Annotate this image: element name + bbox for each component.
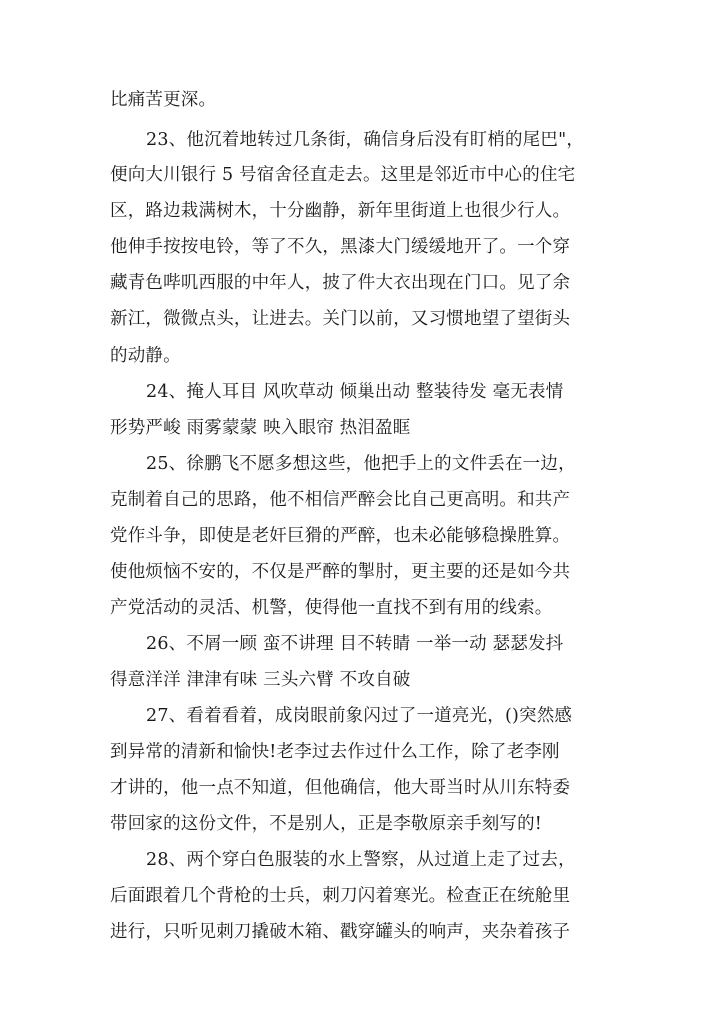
text-line-11: 25、徐鹏飞不愿多想这些，他把手上的文件丢在一边，	[146, 454, 576, 474]
text-line-8: 的动静。	[110, 346, 181, 366]
text-line-2: 23、他沉着地转过几条街，确信身后没有盯梢的尾巴"，	[146, 130, 585, 150]
text-line-15: 产党活动的灵活、机警，使得他一直找不到有用的线索。	[110, 598, 553, 618]
text-line-1: 比痛苦更深。	[110, 90, 217, 110]
text-line-20: 才讲的，他一点不知道，但他确信，他大哥当时从川东特委	[110, 778, 571, 798]
text-line-7: 新江，微微点头，让进去。关门以前，又习惯地望了望街头	[110, 309, 571, 329]
text-line-9: 24、掩人耳目 风吹草动 倾巢出动 整装待发 毫无表情	[146, 382, 564, 402]
text-line-23: 后面跟着几个背枪的士兵，刺刀闪着寒光。检查正在统舱里	[110, 886, 571, 906]
text-line-18: 27、看着看着，成岗眼前象闪过了一道亮光，()突然感	[146, 706, 573, 726]
text-line-6: 藏青色哔叽西服的中年人，披了件大衣出现在门口。见了余	[110, 273, 571, 293]
text-line-22: 28、两个穿白色服装的水上警察，从过道上走了过去，	[146, 850, 576, 870]
text-line-3: 便向大川银行 5 号宿舍径直走去。这里是邻近市中心的住宅	[110, 165, 576, 185]
text-line-17: 得意洋洋 津津有味 三头六臂 不攻自破	[110, 670, 411, 690]
text-line-10: 形势严峻 雨雾蒙蒙 映入眼帘 热泪盈眶	[110, 418, 411, 438]
text-line-24: 进行，只听见刺刀撬破木箱、戳穿罐头的响声，夹杂着孩子	[110, 922, 571, 942]
text-line-19: 到异常的清新和愉快!老李过去作过什么工作，除了老李刚	[110, 742, 560, 762]
text-line-12: 克制着自己的思路，他不相信严醉会比自己更高明。和共产	[110, 490, 571, 510]
text-line-13: 党作斗争，即使是老奸巨猾的严醉，也未必能够稳操胜算。	[110, 526, 571, 546]
text-line-21: 带回家的这份文件，不是别人，正是李敬原亲手刻写的!	[110, 814, 543, 834]
text-line-14: 使他烦恼不安的，不仅是严醉的掣肘，更主要的还是如今共	[110, 562, 571, 582]
text-line-16: 26、不屑一顾 蛮不讲理 目不转睛 一举一动 瑟瑟发抖	[146, 634, 564, 654]
text-line-4: 区，路边栽满树木，十分幽静，新年里街道上也很少行人。	[110, 201, 571, 221]
text-line-5: 他伸手按按电铃，等了不久，黑漆大门缓缓地开了。一个穿	[110, 237, 571, 257]
